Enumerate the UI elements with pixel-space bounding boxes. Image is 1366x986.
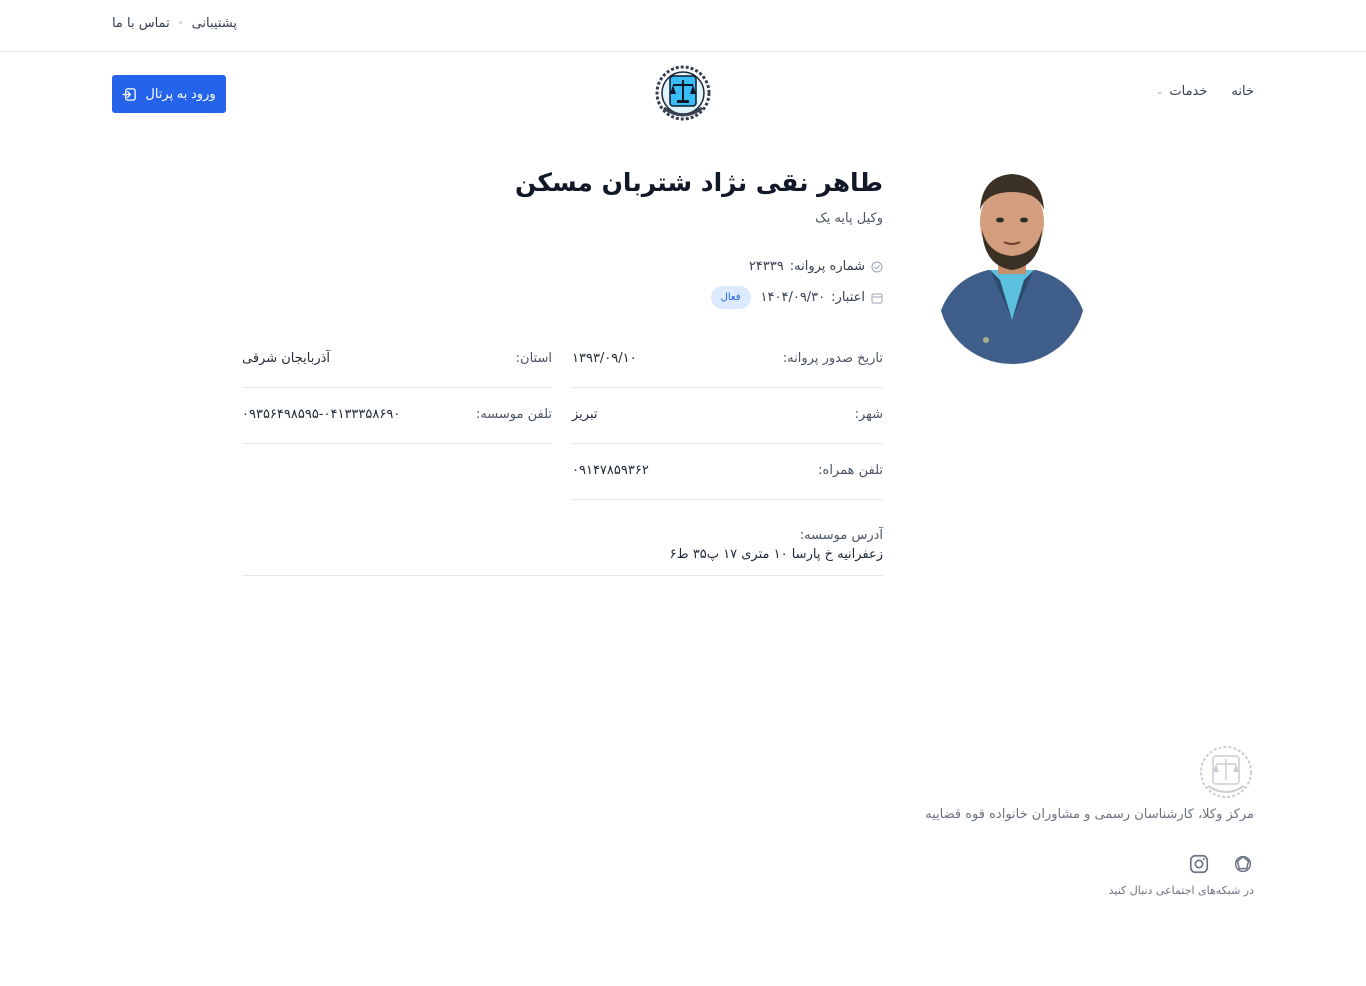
mobile-value[interactable]: ۰۹۱۴۷۸۵۹۳۶۲: [572, 463, 649, 478]
nav-home-label: خانه: [1231, 84, 1254, 99]
portal-login-button[interactable]: [112, 75, 226, 113]
validity-line: [711, 286, 883, 309]
mobile-field: [572, 444, 883, 500]
issue-date-value: ۱۳۹۳/۰۹/۱۰: [572, 351, 637, 366]
check-circle-icon: [871, 261, 883, 273]
main-nav: [1156, 84, 1254, 99]
footer-logo: [1198, 744, 1254, 800]
avatar-portrait-icon: [938, 170, 1086, 366]
chevron-down-icon: ⌄: [1155, 86, 1164, 97]
status-badge: فعال: [711, 286, 751, 309]
office-phone-label: تلفن موسسه:: [475, 407, 552, 422]
nav-services-label: خدمات: [1169, 84, 1208, 99]
calendar-icon: [871, 292, 883, 304]
license-label: شماره پروانه:: [789, 259, 865, 274]
address-field: [242, 528, 883, 576]
support-link[interactable]: پشتیبانی: [191, 16, 237, 31]
city-field: [572, 388, 883, 444]
mobile-label: تلفن همراه:: [818, 463, 883, 478]
province-field: [242, 332, 552, 388]
issue-date-field: [572, 332, 883, 388]
justice-emblem-icon: [654, 64, 712, 124]
social-links: [1188, 853, 1254, 875]
lawyer-name: طاهر نقی نژاد شتربان مسکن: [514, 168, 883, 197]
license-line: [749, 259, 883, 274]
separator-dot: •: [177, 18, 184, 29]
lawyer-photo: [938, 170, 1086, 366]
site-logo[interactable]: [654, 64, 712, 124]
office-phone-value[interactable]: ۰۹۳۵۶۴۹۸۵۹۵-۰۴۱۳۳۳۵۸۶۹۰: [242, 407, 401, 422]
login-icon: [122, 87, 137, 102]
contact-link[interactable]: تماس با ما: [111, 16, 170, 31]
top-links: [112, 16, 237, 31]
license-number: ۲۴۳۳۹: [748, 259, 784, 274]
issue-date-label: تاریخ صدور پروانه:: [782, 351, 883, 366]
lawyer-title: وکیل پایه یک: [815, 211, 883, 226]
social-caption: در شبکه‌های اجتماعی دنبال کنید: [1108, 884, 1254, 897]
address-value: زعفرانیه خ پارسا ۱۰ متری ۱۷ پ۳۵ ط۶: [669, 547, 883, 562]
province-value: آذربایجان شرقی: [242, 351, 331, 366]
footer-title: مرکز وکلا، کارشناسان رسمی و مشاوران خانواده قوه قضاییه: [925, 807, 1254, 822]
nav-home[interactable]: [1231, 84, 1254, 99]
city-label: شهر:: [854, 407, 883, 422]
rubika-icon[interactable]: [1232, 853, 1254, 875]
validity-date: ۱۴۰۴/۰۹/۳۰: [760, 290, 826, 305]
validity-label: اعتبار:: [831, 290, 865, 305]
city-value: تبریز: [572, 407, 598, 422]
justice-emblem-icon: [1198, 744, 1254, 800]
province-label: استان:: [515, 351, 552, 366]
top-bar: [0, 0, 1366, 52]
address-label: آدرس موسسه:: [799, 528, 883, 543]
nav-services[interactable]: [1156, 84, 1208, 99]
instagram-icon[interactable]: [1188, 853, 1210, 875]
office-phone-field: [242, 388, 552, 444]
portal-login-label: ورود به پرتال: [145, 86, 216, 101]
